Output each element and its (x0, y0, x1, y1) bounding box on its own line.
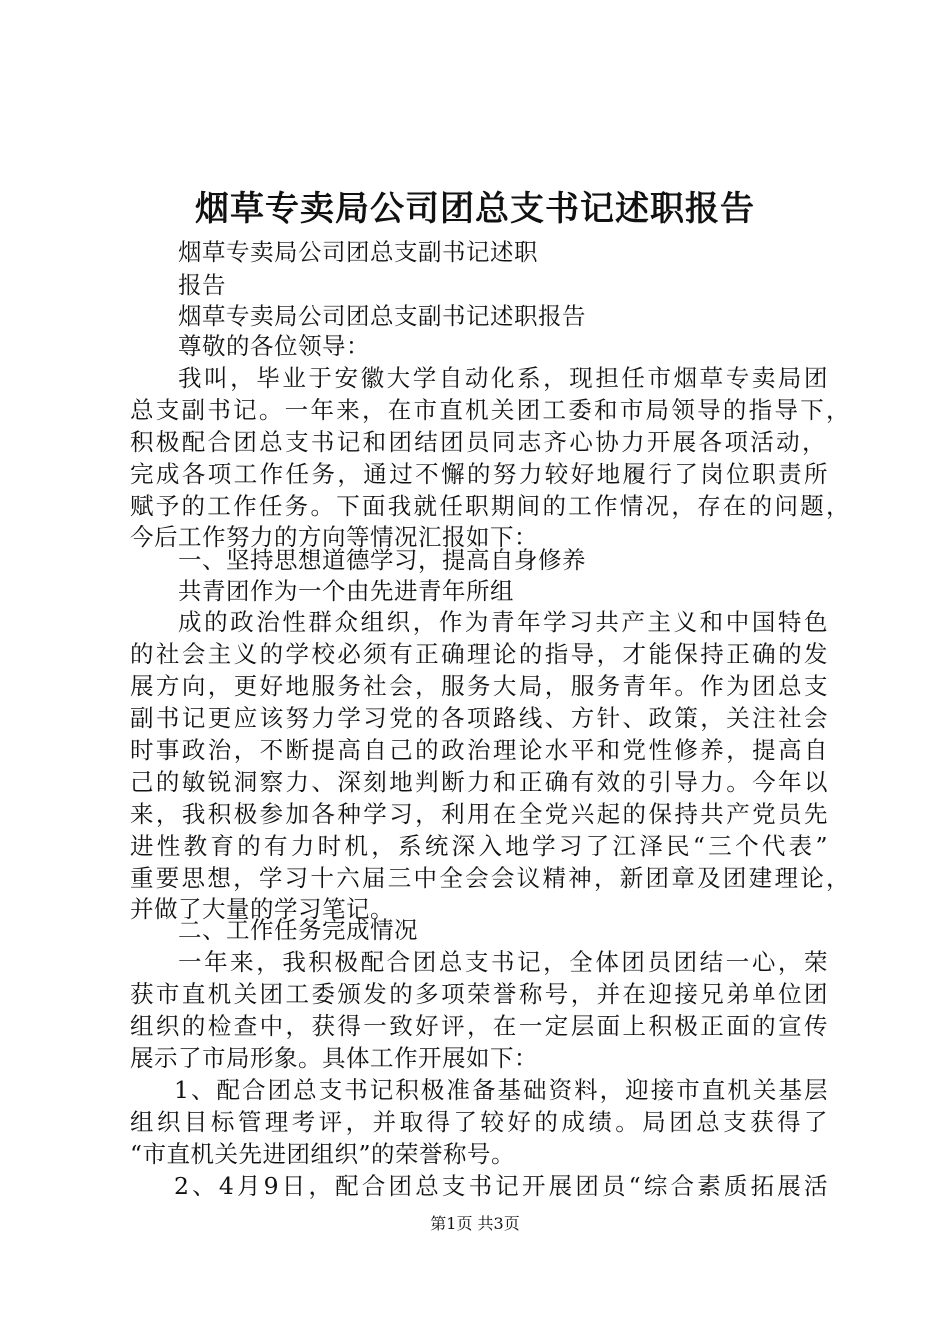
text-line: 时事政治，不断提高自己的政治理论水平和党性修养，提高自 (130, 736, 828, 764)
text-line: 今后工作努力的方向等情况汇报如下： (130, 523, 538, 551)
text-line: 重要思想，学习十六届三中全会会议精神，新团章及团建理论， (130, 864, 850, 892)
text-line: 我叫，毕业于安徽大学自动化系，现担任市烟草专卖局团 (178, 364, 828, 392)
text-line: 进性教育的有力时机，系统深入地学习了江泽民“三个代表” (130, 832, 828, 860)
text-line: 一年来，我积极配合团总支书记，全体团员团结一心，荣 (178, 948, 828, 976)
text-line: 来，我积极参加各种学习，利用在全党兴起的保持共产党员先 (130, 800, 828, 828)
section-heading: 一、坚持思想道德学习，提高自身修养 (178, 546, 586, 574)
text-line: 展示了市局形象。具体工作开展如下： (130, 1044, 538, 1072)
text-line: 组织目标管理考评，并取得了较好的成绩。局团总支获得了 (130, 1108, 828, 1136)
text-line: 总支副书记。一年来，在市直机关团工委和市局领导的指导下， (130, 396, 850, 424)
text-line: 共青团作为一个由先进青年所组 (178, 577, 514, 605)
text-line: “市直机关先进团组织”的荣誉称号。 (130, 1140, 516, 1168)
text-line: 2、4月9日，配合团总支书记开展团员“综合素质拓展活 (174, 1172, 828, 1200)
document-title: 烟草专卖局公司团总支书记述职报告 (195, 189, 755, 229)
text-line: 报告 (178, 271, 226, 299)
text-line: 组织的检查中，获得一致好评，在一定层面上积极正面的宣传 (130, 1012, 828, 1040)
text-line: 完成各项工作任务，通过不懈的努力较好地履行了岗位职责所 (130, 460, 828, 488)
text-line: 尊敬的各位领导： (178, 332, 370, 360)
text-line: 己的敏锐洞察力、深刻地判断力和正确有效的引导力。今年以 (130, 768, 828, 796)
text-line: 1、配合团总支书记积极准备基础资料，迎接市直机关基层 (174, 1076, 828, 1104)
text-line: 副书记更应该努力学习党的各项路线、方针、政策，关注社会 (130, 704, 828, 732)
text-line: 并做了大量的学习笔记。 (130, 895, 394, 923)
text-line: 烟草专卖局公司团总支副书记述职 (178, 238, 538, 266)
text-line: 展方向，更好地服务社会，服务大局，服务青年。作为团总支 (130, 672, 828, 700)
text-line: 的社会主义的学校必须有正确理论的指导，才能保持正确的发 (130, 640, 828, 668)
page-number: 第1页 共3页 (430, 1214, 520, 1233)
text-line: 赋予的工作任务。下面我就任职期间的工作情况，存在的问题， (130, 492, 850, 520)
text-line: 成的政治性群众组织，作为青年学习共产主义和中国特色 (178, 608, 828, 636)
text-line: 获市直机关团工委颁发的多项荣誉称号，并在迎接兄弟单位团 (130, 980, 828, 1008)
text-line: 积极配合团总支书记和团结团员同志齐心协力开展各项活动， (130, 428, 826, 456)
text-line: 烟草专卖局公司团总支副书记述职报告 (178, 302, 586, 330)
section-heading: 二、工作任务完成情况 (178, 916, 418, 944)
